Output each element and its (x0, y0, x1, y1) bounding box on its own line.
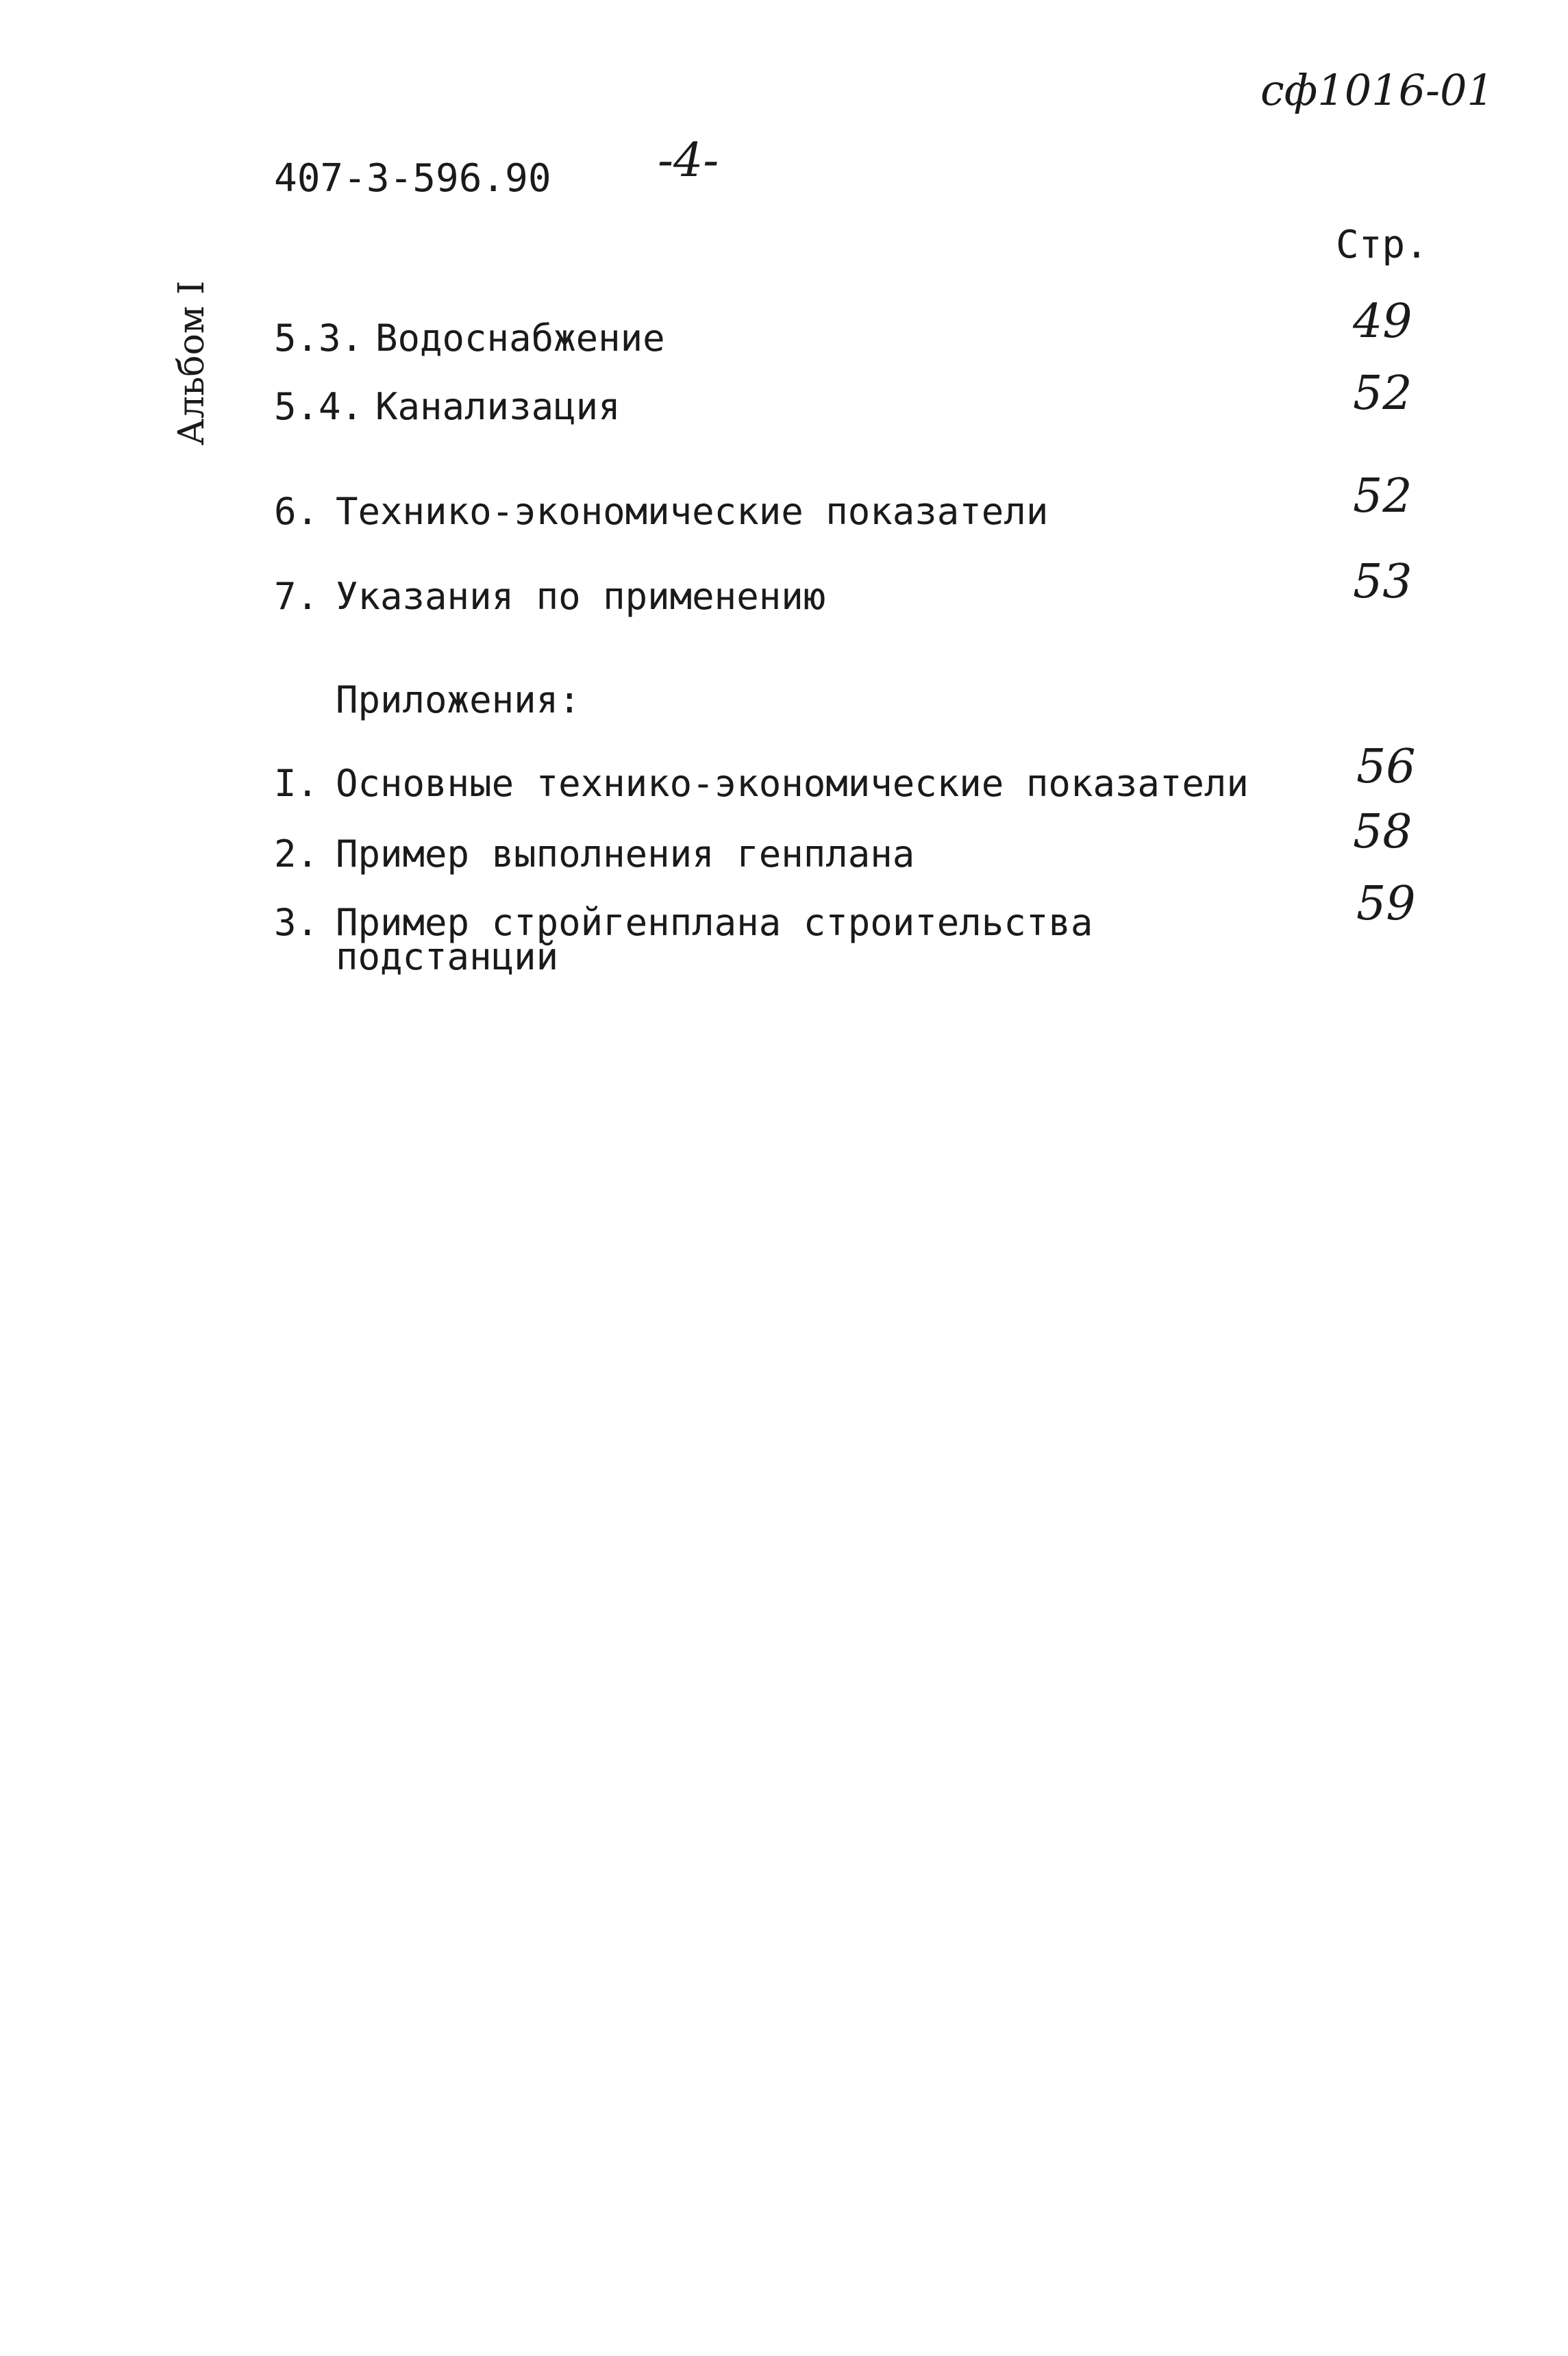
document-code: 407-3-596.90 (274, 156, 551, 201)
toc-item-title: Технико-экономические показатели (336, 490, 1049, 533)
archive-code: сф1016-01 (1260, 65, 1494, 115)
toc-item-title: Канализация (375, 385, 621, 428)
appendix-item-number: 2. (274, 832, 319, 876)
toc-item-title: Водоснабжение (375, 317, 665, 360)
appendices-heading: Приложения: (336, 678, 581, 721)
album-label-text: Альбом I (171, 280, 212, 446)
appendix-item-title: Пример выполнения генплана (336, 832, 915, 876)
toc-item-title: Указания по применению (336, 575, 826, 618)
appendix-item-title: Основные технико-экономические показатели (336, 762, 1249, 805)
appendix-item-page: 58 (1353, 805, 1413, 859)
page-number: -4- (658, 134, 719, 188)
appendix-item-page: 56 (1356, 740, 1416, 794)
toc-item-number: 5.3. (274, 317, 364, 360)
appendix-item-number: I. (274, 762, 319, 805)
appendix-item-title-continued: подстанций (336, 935, 559, 978)
toc-item-number: 5.4. (274, 385, 364, 428)
album-side-label (171, 274, 212, 452)
page-column-heading: Стр. (1336, 223, 1428, 267)
toc-item-number: 7. (274, 575, 319, 618)
toc-item-page: 52 (1353, 469, 1413, 523)
toc-item-number: 6. (274, 490, 319, 533)
appendix-item-number: 3. (274, 901, 319, 944)
toc-item-page: 52 (1353, 367, 1413, 421)
appendix-item-title: Пример стройгенплана строительства (336, 901, 1093, 944)
toc-item-page: 49 (1353, 295, 1413, 349)
toc-item-page: 53 (1353, 555, 1413, 609)
appendix-item-page: 59 (1356, 877, 1416, 931)
